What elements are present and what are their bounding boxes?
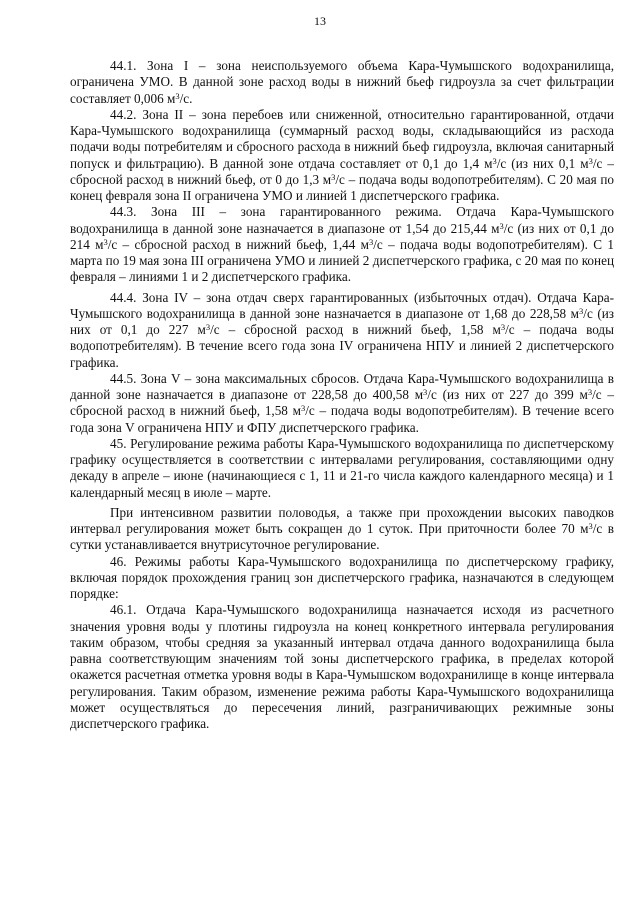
paragraph-44-3: 44.3. Зона III – зона гарантированного режима. Отдача Кара-Чумышского водохранилища в данной зоне назначается в диапазоне от 1,54 до 215,44 $м^3/с$ (из них от 0,1 до 214 $м^3/с$ – сбросной расход в нижний бьеф, 1,44 $м^3/с$ – подача воды водопотребителям). С 1 марта по 19 мая зона III ограничена УМО и линией 2 диспетчерского графика, с 20 мая по конец февраля – линиями 1 и 2 диспетчерского графика. <box>70 204 614 285</box>
paragraph-44-4: 44.4. Зона IV – зона отдач сверх гарантированных (избыточных отдач). Отдача Кара-Чумышского водохранилища в данной зоне назначается в диапазоне от 1,68 до 228,58 $м^3/с$ (из них от 0,1 до 227 $м^3/с$ – сбросной расход в нижний бьеф, 1,58 $м^3/с$ – подача воды водопотребителям). В течение всего года зона IV ограничена НПУ и линией 2 диспетчерского графика. <box>70 289 614 370</box>
paragraph-44-2: 44.2. Зона II – зона перебоев или сниженной, относительно гарантированной, отдачи Кара-Чумышского водохранилища (суммарный расход воды, складывающийся из расхода подачи воды потребителям и сбросного расхода в нижний бьеф гидроузла, включая санитарный попуск и фильтрацию). В данной зоне отдача составляет от 0,1 до 1,4 $м^3/с$ (из них 0,1 $м^3/с$ – сбросной расход в нижний бьеф, от 0 до 1,3 $м^3/с$ – подача воды водопотребителям). С 20 мая по конец февраля зона II ограничена УМО и линией 1 диспетчерского графика. <box>70 106 614 203</box>
paragraph-44-1: 44.1. Зона I – зона неиспользуемого объема Кара-Чумышского водохранилища, ограничена УМО. В данной зоне расход воды в нижний бьеф гидроузла за счет фильтрации составляет 0,006 $м^3/с$. <box>70 58 614 106</box>
paragraph-44-5: 44.5. Зона V – зона максимальных сбросов. Отдача Кара-Чумышского водохранилища в данной зоне назначается в диапазоне от 228,58 до 400,58 $м^3/с$ (из них от 227 до 399 $м^3/с$ – сбросной расход в нижний бьеф, 1,58 $м^3/с$ – подача воды водопотребителям). В течение всего года зона V ограничена НПУ и ФПУ диспетчерского графика. <box>70 370 614 435</box>
paragraph-46: 46. Режимы работы Кара-Чумышского водохранилища по диспетчерскому графику, включая порядок прохождения границ зон диспетчерского графика, назначаются в следующем порядке: <box>70 553 614 601</box>
page-number: 13 <box>314 14 326 28</box>
paragraph-45-b: При интенсивном развитии половодья, а также при прохождении высоких паводков интервал регулирования может быть сокращен до 1 суток. При приточности более 70 $м^3/с$ в сутки устанавливается внутрисуточное регулирование. <box>70 504 615 553</box>
paragraph-45: 45. Регулирование режима работы Кара-Чумышского водохранилища по диспетчерскому графику осуществляется в соответствии с интервалами регулирования, составляющими одну декаду в апреле – июне (начинающиеся с 1, 11 и 21-го числа каждого календарного месяца) и 1 календарный месяц в июле – марте. <box>70 435 614 500</box>
paragraph-46-1: 46.1. Отдача Кара-Чумышского водохранилища назначается исходя из расчетного значения уровня воды у плотины гидроузла на конец конкретного интервала регулирования таким образом, чтобы средняя за указанный интервал отдача данного водохранилища была равна соответствующим значениям той зоны диспетчерского графика, в пределах которой окажется расчетная отметка уровня воды в Кара-Чумышском водохранилище в конце интервала регулирования. Таким образом, изменение режима работы Кара-Чумышского водохранилища может осуществляться до пересечения линий, разграничивающих режимные зоны диспетчерского графика. <box>70 602 614 731</box>
document-body <box>70 58 614 732</box>
